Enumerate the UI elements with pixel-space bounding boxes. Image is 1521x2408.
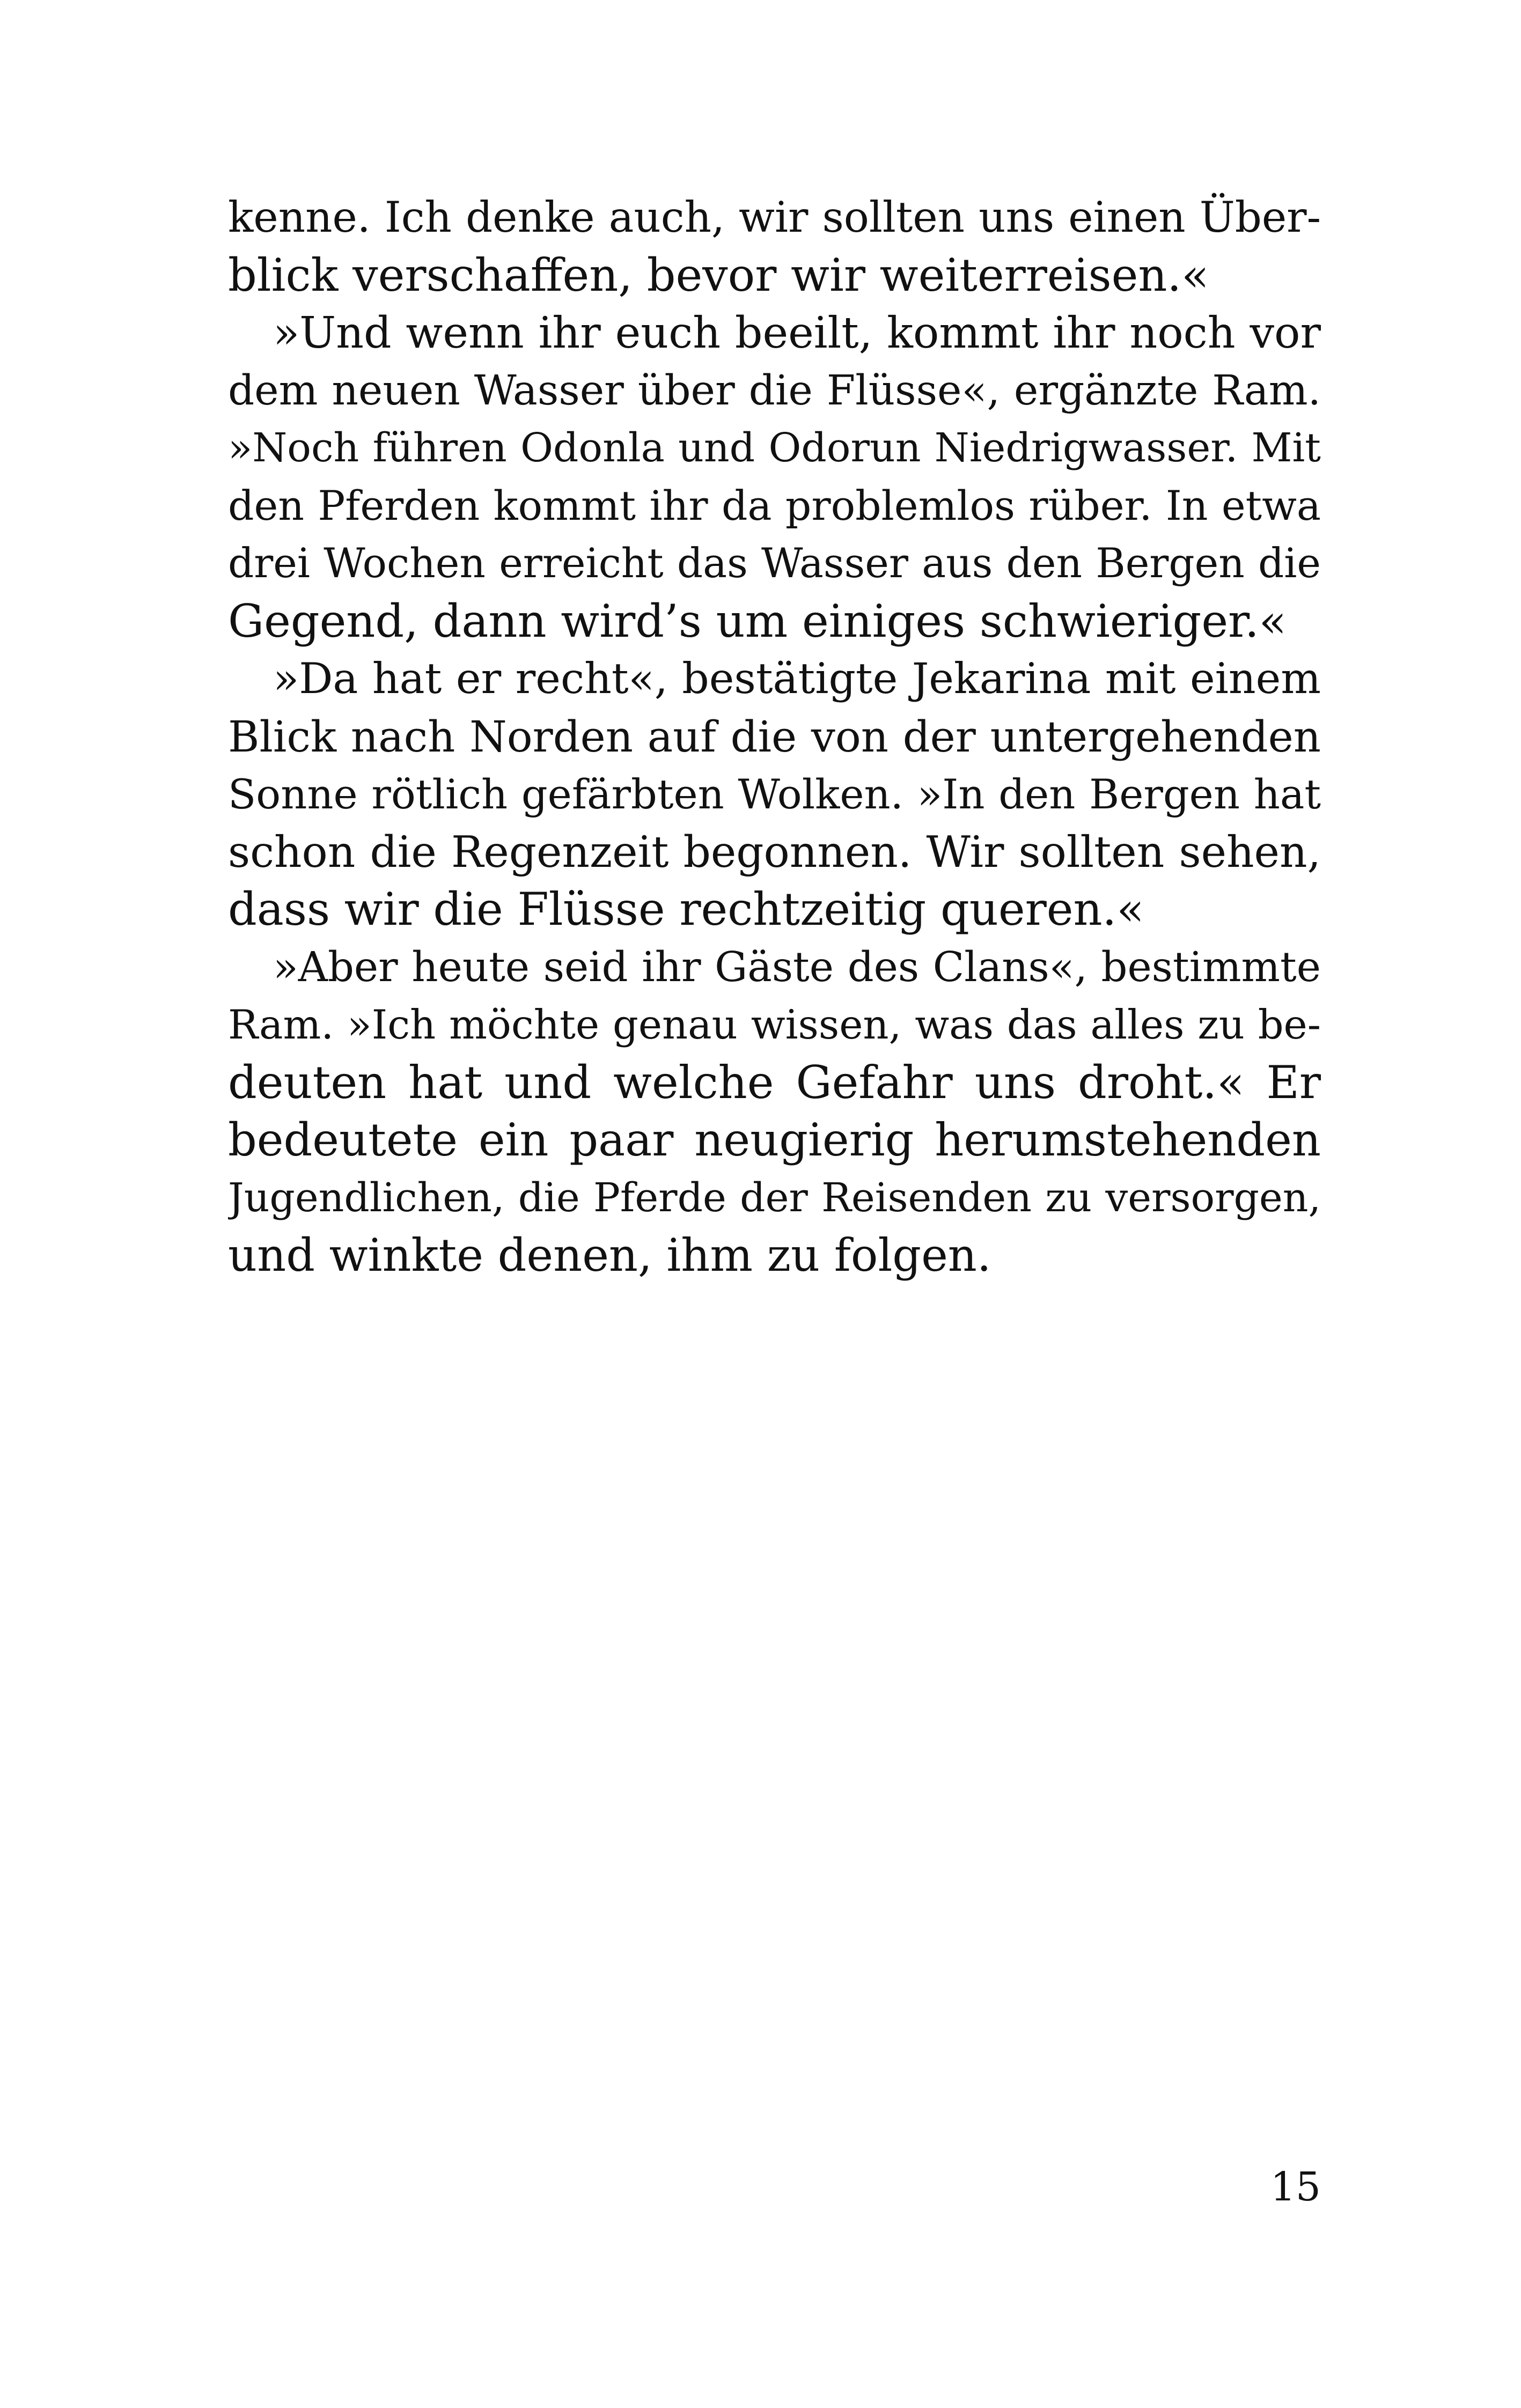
text-line: »Und wenn ihr euch beeilt, kommt ihr noch vor <box>273 307 1321 358</box>
text-line: dem neuen Wasser über die Flüsse«, ergänzte Ram. <box>228 366 1321 415</box>
paragraph <box>228 939 1321 1285</box>
text-line: Blick nach Norden auf die von der untergehenden <box>228 711 1321 762</box>
text-line: bedeutete ein paar neugierig herumstehenden <box>228 1114 1321 1166</box>
page-number: 15 <box>1270 2164 1321 2210</box>
text-line: den Pferden kommt ihr da problemlos rüber. In etwa <box>228 482 1321 529</box>
text-line: schon die Regenzeit begonnen. Wir sollten sehen, <box>228 827 1321 877</box>
paragraph <box>228 189 1321 304</box>
body-text <box>228 189 1321 1285</box>
text-line: Gegend, dann wird’s um einiges schwieriger.« <box>228 594 1287 647</box>
text-line: kenne. Ich denke auch, wir sollten uns einen Über- <box>228 193 1321 242</box>
text-line: »Aber heute seid ihr Gäste des Clans«, bestimmte <box>273 943 1321 991</box>
text-line: und winkte denen, ihm zu folgen. <box>228 1229 991 1282</box>
text-line: Sonne rötlich gefärbten Wolken. »In den Bergen hat <box>228 770 1321 818</box>
text-line: dass wir die Flüsse rechtzeitig queren.« <box>228 883 1144 936</box>
paragraph <box>228 650 1321 939</box>
text-line: blick verschaffen, bevor wir weiterreisen.« <box>228 248 1209 301</box>
text-line: »Noch führen Odonla und Odorun Niedrigwasser. Mit <box>228 425 1321 471</box>
text-line: »Da hat er recht«, bestätigte Jekarina mit einem <box>273 654 1321 703</box>
paragraph <box>228 304 1321 650</box>
text-line: drei Wochen erreicht das Wasser aus den Bergen die <box>228 540 1321 587</box>
text-line: deuten hat und welche Gefahr uns droht.« Er <box>228 1056 1321 1109</box>
text-line: Ram. »Ich möchte genau wissen, was das alles zu be- <box>228 1002 1321 1048</box>
text-line: Jugendlichen, die Pferde der Reisenden zu versorgen, <box>228 1174 1321 1221</box>
